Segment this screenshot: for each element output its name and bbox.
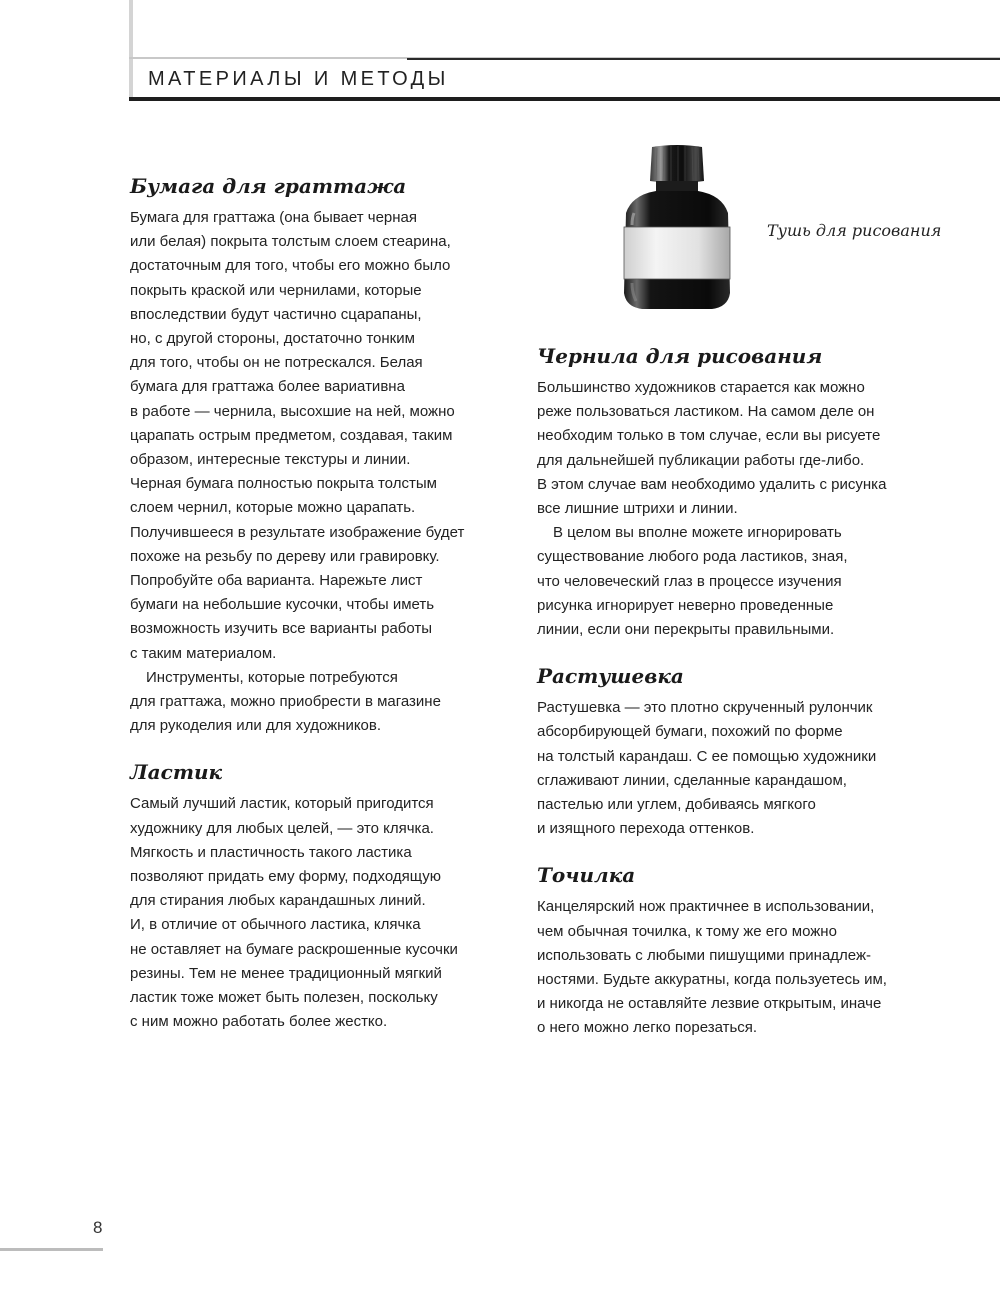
text-line: что человеческий глаз в процессе изучения (537, 572, 842, 590)
text-line: все лишние штрихи и линии. (537, 500, 738, 518)
text-line: не оставляет на бумаге раскрошенные кусочки (130, 940, 458, 958)
paragraph (130, 666, 510, 739)
text-line: для граттажа, можно приобрести в магазине (130, 693, 441, 711)
text-line: резины. Тем не менее традиционный мягкий (130, 964, 442, 982)
text-line: пастелью или углем, добиваясь мягкого (537, 796, 816, 814)
text-line: сглаживают линии, сделанные карандашом, (537, 771, 847, 789)
article-eraser (130, 758, 510, 1034)
text-line: с таким материалом. (130, 644, 277, 662)
text-line: о него можно легко порезаться. (537, 1019, 758, 1037)
text-line: Черная бумага полностью покрыта толстым (130, 475, 437, 493)
text-line: линии, если они перекрыты правильными. (537, 621, 835, 639)
footer-rule (0, 1248, 103, 1251)
text-line: Большинство художников старается как можно (537, 379, 865, 396)
text-line: Растушевка — это плотно скрученный рулончик (537, 699, 873, 717)
text-line: позволяют придать ему форму, подходящую (130, 868, 441, 886)
text-line: Инструменты, которые потребуются (146, 668, 398, 686)
text-line: слоем чернил, которые можно царапать. (130, 499, 416, 517)
text-line: реже пользоваться ластиком. На самом деле он (537, 403, 875, 421)
ink-bottle-illustration (612, 143, 742, 313)
article-heading: Бумага для граттажа (130, 174, 407, 198)
text-line: или белая) покрыта толстым слоем стеарина, (130, 233, 451, 251)
article-drawing-ink (537, 342, 937, 642)
text-line: В целом вы вполне можете игнорировать (553, 524, 842, 542)
right-column (537, 342, 937, 1061)
article-sharpener (537, 861, 937, 1040)
text-line: рисунка игнорирует неверно проведенные (537, 596, 834, 614)
text-line: Попробуйте оба варианта. Нарежьте лист (130, 572, 423, 590)
paragraph (130, 792, 510, 1034)
text-line: и изящного перехода оттенков. (537, 820, 755, 838)
text-line: в работе — чернила, высохшие на ней, можно (130, 402, 455, 420)
article-heading: Чернила для рисования (537, 344, 823, 368)
text-line: абсорбирующей бумаги, похожий по форме (537, 723, 843, 741)
text-line: художнику для любых целей, — это клячка. (130, 819, 434, 837)
text-line: И, в отличие от обычного ластика, клячка (130, 916, 421, 934)
paragraph (537, 696, 937, 841)
left-column (130, 172, 510, 1055)
paragraph (537, 895, 937, 1040)
paragraph (537, 521, 937, 642)
text-line: но, с другой стороны, достаточно тонким (130, 330, 415, 348)
text-line: использовать с любыми пишущими принадлеж- (537, 946, 871, 964)
header-dark-rule (407, 58, 1000, 60)
text-line: Получившееся в результате изображение будет (130, 523, 465, 541)
text-line: на толстый карандаш. С ее помощью художники (537, 747, 877, 765)
text-line: достаточным для того, чтобы его можно было (130, 257, 451, 275)
text-line: и никогда не оставляйте лезвие открытым, иначе (537, 995, 882, 1013)
text-line: Мягкость и пластичность такого ластика (130, 843, 412, 861)
header-vertical-rule (129, 0, 133, 98)
header-bottom-rule (129, 97, 1000, 101)
text-line: необходим только в том случае, если вы рисуете (537, 427, 881, 445)
text-line: чем обычная точилка, к тому же его можно (537, 922, 837, 940)
text-line: бумаги на небольшие кусочки, чтобы иметь (130, 596, 435, 614)
text-line: для стирания любых карандашных линий. (130, 892, 426, 910)
text-line: Бумага для граттажа (она бывает черная (130, 209, 418, 226)
text-line: царапать острым предметом, создавая, таким (130, 426, 453, 444)
paragraph (130, 206, 510, 666)
text-line: для рукоделия или для художников. (130, 717, 382, 735)
section-title: МАТЕРИАЛЫ И МЕТОДЫ (148, 68, 449, 90)
article-heading: Растушевка (537, 664, 684, 689)
article-heading: Точилка (537, 863, 636, 888)
text-line: с ним можно работать более жестко. (130, 1013, 388, 1031)
text-line: похоже на резьбу по дереву или гравировку. (130, 547, 440, 565)
article-scratchboard (130, 172, 510, 738)
text-line: покрыть краской или чернилами, которые (130, 281, 422, 299)
text-line: бумага для граттажа более вариативна (130, 378, 405, 396)
text-line: для дальнейшей публикации работы где-либо. (537, 451, 865, 469)
text-line: возможность изучить все варианты работы (130, 620, 433, 638)
text-line: Канцелярский нож практичнее в использовании, (537, 898, 875, 916)
text-line: ностями. Будьте аккуратны, когда пользуетесь им, (537, 971, 887, 989)
text-line: существование любого рода ластиков, зная, (537, 548, 848, 566)
article-heading: Ластик (130, 760, 223, 785)
text-line: В этом случае вам необходимо удалить с рисунка (537, 475, 887, 493)
text-line: Самый лучший ластик, который пригодится (130, 795, 434, 813)
text-line: образом, интересные текстуры и линии. (130, 451, 411, 469)
article-blending-stump (537, 662, 937, 841)
paragraph (537, 376, 937, 521)
text-line: для того, чтобы он не потрескался. Белая (130, 354, 423, 372)
page-number: 8 (93, 1218, 103, 1237)
figure-caption: Тушь для рисования (767, 221, 942, 240)
text-line: впоследствии будут частично сцарапаны, (130, 305, 422, 323)
text-line: ластик тоже может быть полезен, поскольку (130, 989, 438, 1007)
